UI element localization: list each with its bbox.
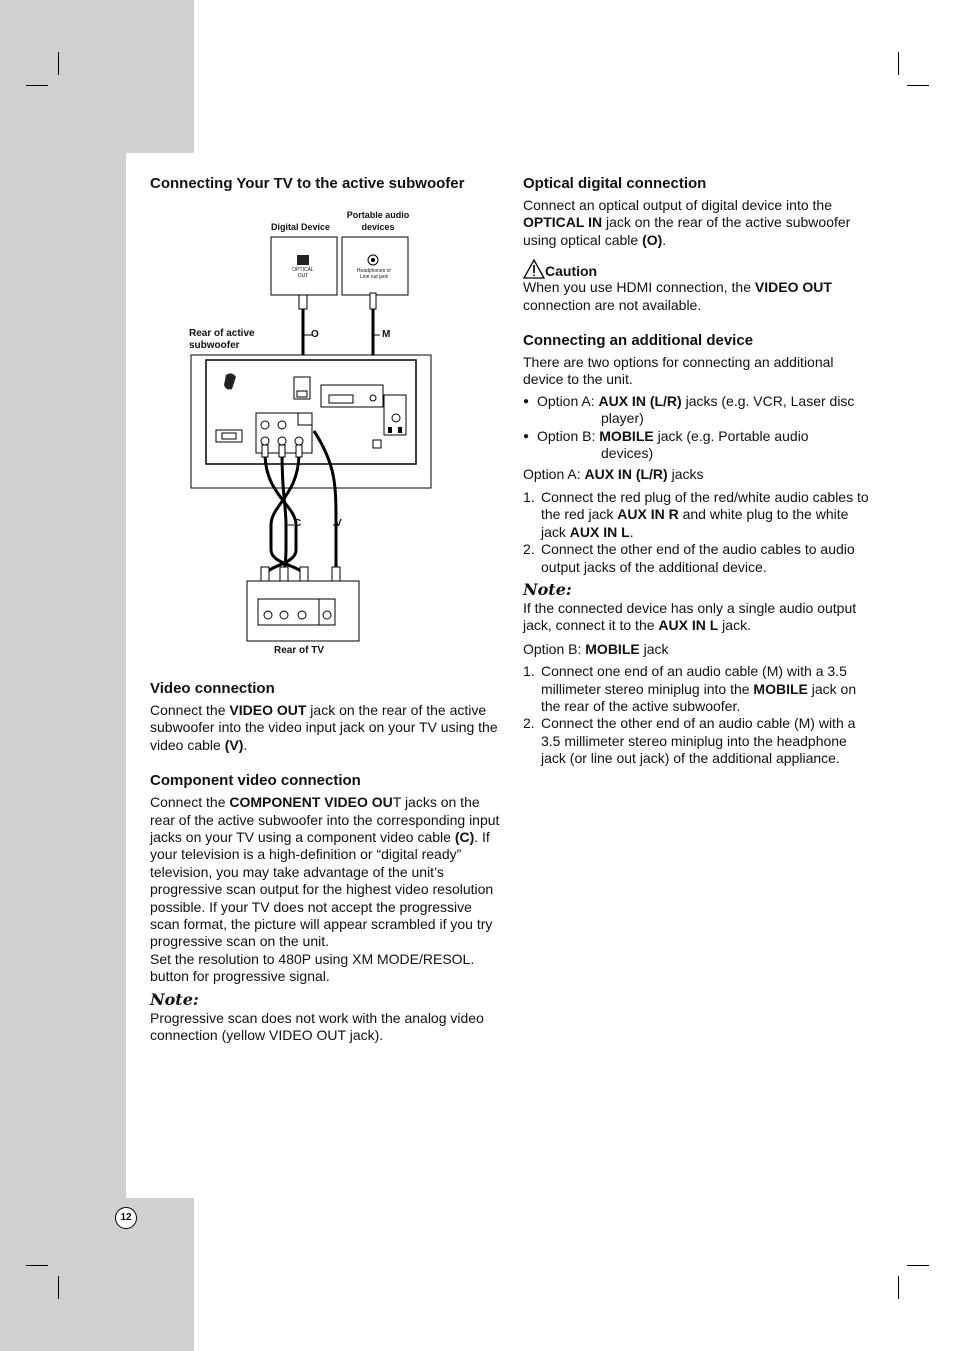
note-text: If the connected device has only a single audio output jack, connect it to the AUX IN L jack. <box>523 599 857 634</box>
left-column <box>150 679 505 1045</box>
rear-tv-label: Rear of TV <box>274 645 325 656</box>
margin-gray-left <box>0 153 126 1198</box>
component-text: Connect the COMPONENT VIDEO OUT jacks on the rear of the active subwoofer into the corresponding input jacks on your TV using a component video cable (C). If your television is a high-definition or “digital ready” television, you may take advantage of the unit’s progressive scan output for the highest video resolution possible. If your TV does not accept the progressive scan format, the picture will appear scrambled if you try progressive scan on the unit. <box>150 794 500 950</box>
component-heading: Component video connection <box>150 772 361 790</box>
crop-mark <box>58 52 59 75</box>
list-item: 1. Connect the red plug of the red/white audio cables to the red jack AUX IN R and white plug to the white jack AUX IN L. <box>523 488 869 540</box>
caution-title <box>523 259 875 279</box>
option-a-title: Option A: AUX IN (L/R) jacks <box>523 466 704 483</box>
portable-audio-label: Portable audio devices <box>346 210 410 232</box>
caution-heading: Caution <box>545 263 598 280</box>
section-heading: Connecting Your TV to the active subwoofer <box>150 175 465 192</box>
bullet-icon: ● <box>523 395 530 407</box>
rear-subwoofer-label: Rear of active subwoofer <box>189 328 255 351</box>
option-b-steps <box>523 663 875 767</box>
left-heading-block <box>150 174 510 197</box>
margin-gray-bottom <box>0 1198 194 1351</box>
warning-triangle-icon <box>523 259 545 279</box>
cable-v-label: V <box>335 518 342 529</box>
additional-heading: Connecting an additional device <box>523 332 754 350</box>
crop-mark <box>26 85 48 86</box>
crop-mark <box>26 1265 48 1266</box>
right-column <box>523 174 875 768</box>
note-heading: Note: <box>523 579 572 599</box>
optical-text: Connect an optical output of digital device into the OPTICAL IN jack on the rear of the active subwoofer using optical cable (O). <box>523 197 851 248</box>
crop-mark <box>58 1276 59 1299</box>
list-item: 2. Connect the other end of an audio cable (M) with a 3.5 millimeter stereo miniplug into the headphone jack (or line out jack) of the additional appliance. <box>523 715 856 767</box>
list-item: ● Option B: MOBILE jack (e.g. Portable audio devices) <box>523 427 809 462</box>
optical-heading: Optical digital connection <box>523 175 707 192</box>
caution-text: When you use HDMI connection, the VIDEO OUT connection are not available. <box>523 279 832 313</box>
headphones-label: Headphones or Line out jack <box>356 268 392 280</box>
margin-gray-top <box>0 0 194 153</box>
video-text: Connect the VIDEO OUT jack on the rear of the active subwoofer into the video input jack on your TV using the video cable (V). <box>150 702 498 753</box>
option-a-steps <box>523 489 875 576</box>
option-b-title: Option B: MOBILE jack <box>523 640 669 657</box>
list-item: 1. Connect one end of an audio cable (M) with a 3.5 millimeter stereo miniplug into the MOBILE jack on the rear of the active subwoofer. <box>523 663 857 714</box>
optical-out-label: OPTICAL OUT <box>292 267 314 279</box>
crop-mark <box>907 1265 929 1266</box>
note-heading: Note: <box>150 989 199 1009</box>
additional-intro: There are two options for connecting an additional device to the unit. <box>523 354 834 388</box>
bullet-icon: ● <box>523 430 530 442</box>
note-text: Progressive scan does not work with the analog video connection (yellow VIDEO OUT jack). <box>150 1009 484 1044</box>
options-list <box>523 393 875 463</box>
cable-o-label: O <box>311 329 319 340</box>
crop-mark <box>898 52 899 75</box>
list-item: ● Option A: AUX IN (L/R) jacks (e.g. VCR, Laser disc player) <box>523 392 855 427</box>
component-text-2: Set the resolution to 480P using XM MODE/RESOL. button for progressive signal. <box>150 950 475 985</box>
crop-mark <box>907 85 929 86</box>
connection-diagram <box>186 205 436 660</box>
video-heading: Video connection <box>150 680 275 697</box>
list-item: 2. Connect the other end of the audio cables to audio output jacks of the additional device. <box>523 541 855 575</box>
digital-device-label: Digital Device <box>271 222 331 232</box>
page-number: 12 <box>115 1207 137 1229</box>
cable-c-label: C <box>294 518 302 529</box>
crop-mark <box>898 1276 899 1299</box>
cable-m-label: M <box>382 329 391 340</box>
